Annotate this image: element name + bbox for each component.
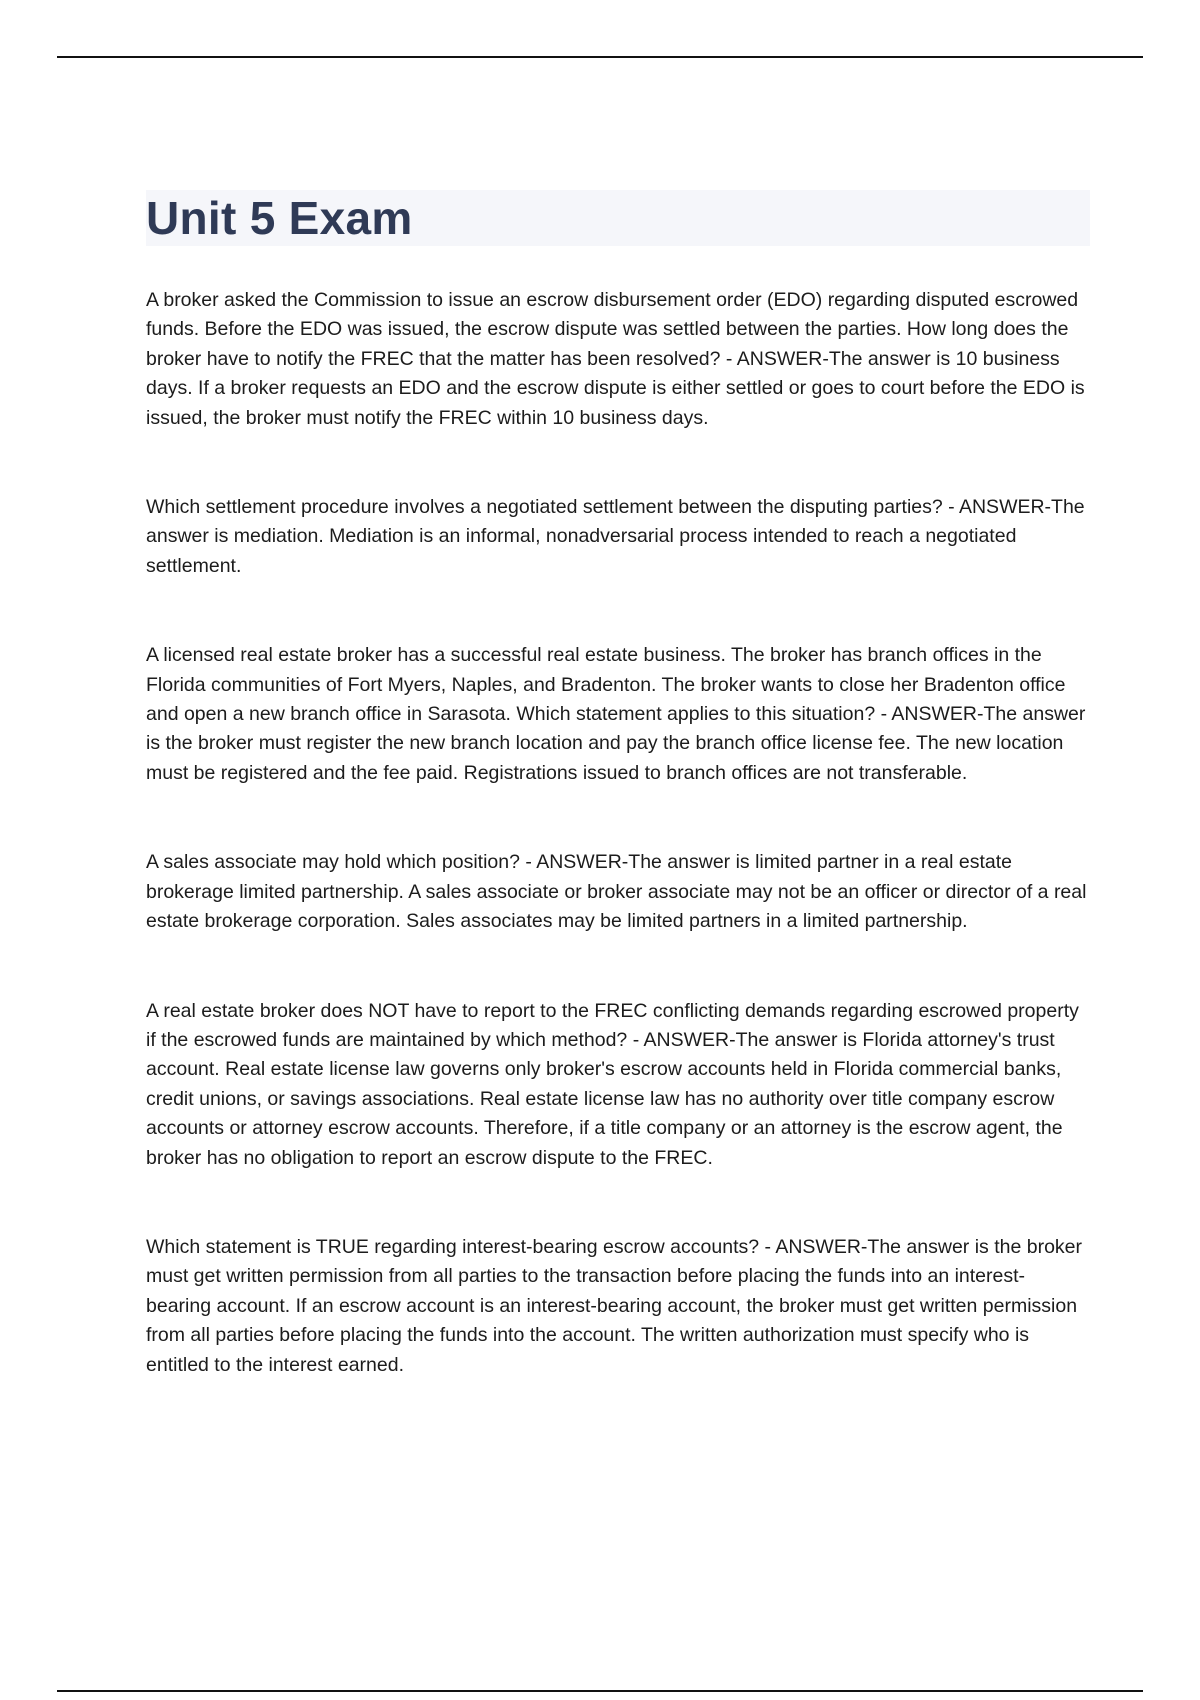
qa-item-1: A broker asked the Commission to issue an escrow disbursement order (EDO) regarding disputed escrowed funds. Before the EDO was issued, the escrow dispute was settled between the parties. How long does the broker have to notify the FREC that the matter has been resolved? - ANSWER-The answer is 10 business days. If a broker requests an EDO and the escrow dispute is either settled or goes to court before the EDO is issued, the broker must notify the FREC within 10 business days.	[146, 289, 1085, 429]
title-band	[146, 190, 1090, 246]
qa-item-6: Which statement is TRUE regarding interest-bearing escrow accounts? - ANSWER-The answer is the broker must get written permission from all parties to the transaction before placing the funds into an interest-bearing account. If an escrow account is an interest-bearing account, the broker must get written permission from all parties before placing the funds into the account. The written authorization must specify who is entitled to the interest earned.	[146, 1235, 1083, 1376]
document-body	[146, 190, 1090, 1440]
qa-item-4: A sales associate may hold which position? - ANSWER-The answer is limited partner in a real estate brokerage limited partnership. A sales associate or broker associate may not be an officer or director of a real estate brokerage corporation. Sales associates may be limited partners in a limited partnership.	[146, 851, 1087, 933]
qa-item-3: A licensed real estate broker has a successful real estate business. The broker has branch offices in the Florida communities of Fort Myers, Naples, and Bradenton. The broker wants to close her Bradenton office and open a new branch office in Sarasota. Which statement applies to this situation? - ANSWER-The answer is the broker must register the new branch location and pay the branch office license fee. The new location must be registered and the fee paid. Registrations issued to branch offices are not transferable.	[146, 644, 1086, 784]
page-title: Unit 5 Exam	[146, 192, 413, 244]
bottom-rule	[57, 1690, 1143, 1692]
qa-item-5: A real estate broker does NOT have to report to the FREC conflicting demands regarding escrowed property if the escrowed funds are maintained by which method? - ANSWER-The answer is Florida attorney's trust account. Real estate license law governs only broker's escrow accounts held in Florida commercial banks, credit unions, or savings associations. Real estate license law has no authority over title company escrow accounts or attorney escrow accounts. Therefore, if a title company or an attorney is the escrow agent, the broker has no obligation to report an escrow dispute to the FREC.	[146, 999, 1079, 1169]
qa-list	[146, 286, 1090, 1380]
qa-item-2: Which settlement procedure involves a negotiated settlement between the disputing parties? - ANSWER-The answer is mediation. Mediation is an informal, nonadversarial process intended to reach a negotiated settlement.	[146, 496, 1085, 577]
top-rule	[57, 56, 1143, 58]
